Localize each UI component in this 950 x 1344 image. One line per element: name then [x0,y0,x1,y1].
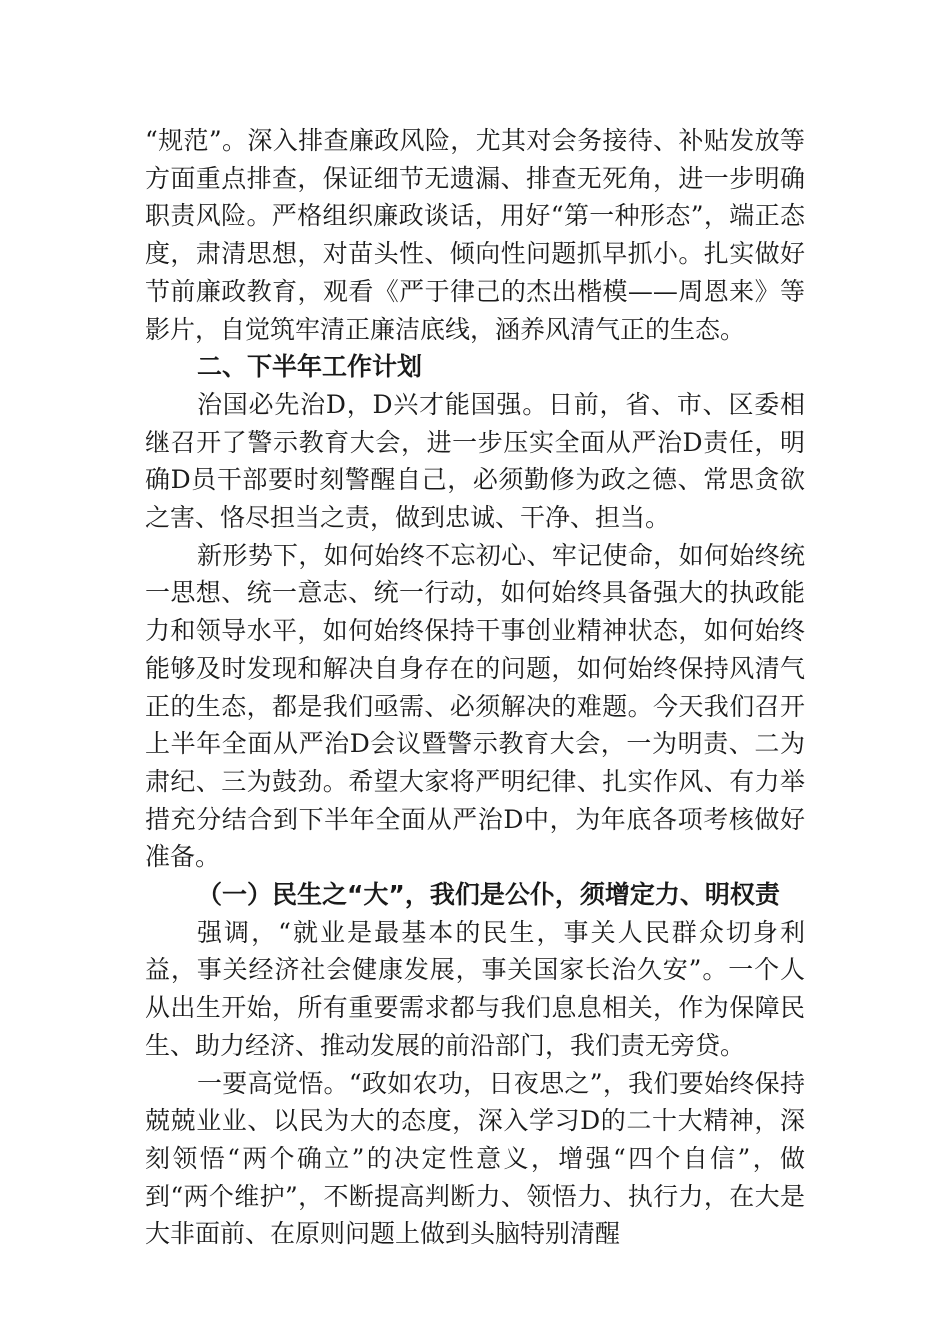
paragraph: 新形势下，如何始终不忘初心、牢记使命，如何始终统一思想、统一意志、统一行动，如何始终具备强大的执政能力和领导水平，如何始终保持干事创业精神状态，如何始终能够及时发现和解决自身存在的问题，如何始终保持风清气正的生态，都是我们亟需、必须解决的难题。今天我们召开上半年全面从严治D会议暨警示教育大会，一为明责、二为肃纪、三为鼓劲。希望大家将严明纪律、扎实作风、有力举措充分结合到下半年全面从严治D中，为年底各项考核做好准备。 [145,540,805,872]
paragraph-continued: “规范”。深入排查廉政风险，尤其对会务接待、补贴发放等方面重点排查，保证细节无遗漏、排查无死角，进一步明确职责风险。严格组织廉政谈话，用好“第一种形态”，端正态度，肃清思想，对苗头性、倾向性问题抓早抓小。扎实做好节前廉政教育，观看《严于律己的杰出楷模——周恩来》等影片，自觉筑牢清正廉洁底线，涵养风清气正的生态。 [145,126,805,344]
paragraph: 治国必先治D，D兴才能国强。日前，省、市、区委相继召开了警示教育大会，进一步压实全面从严治D责任，明确D员干部要时刻警醒自己，必须勤修为政之德、常思贪欲之害、恪尽担当之责，做到忠诚、干净、担当。 [145,389,805,533]
document-body [145,122,805,1253]
section-heading-second-half-plan: 二、下半年工作计划 [197,352,423,382]
subsection-heading-livelihood: （一）民生之“大”，我们是公仆，须增定力、明权责 [197,880,780,910]
paragraph: 一要高觉悟。“政如农功，日夜思之”，我们要始终保持兢兢业业、以民为大的态度，深入学习D的二十大精神，深刻领悟“两个确立”的决定性意义，增强“四个自信”，做到“两个维护”，不断提高判断力、领悟力、执行力，在大是大非面前、在原则问题上做到头脑特别清醒 [145,1068,805,1249]
paragraph: 强调，“就业是最基本的民生，事关人民群众切身利益，事关经济社会健康发展，事关国家长治久安”。一个人从出生开始，所有重要需求都与我们息息相关，作为保障民生、助力经济、推动发展的前沿部门，我们责无旁贷。 [145,917,805,1060]
